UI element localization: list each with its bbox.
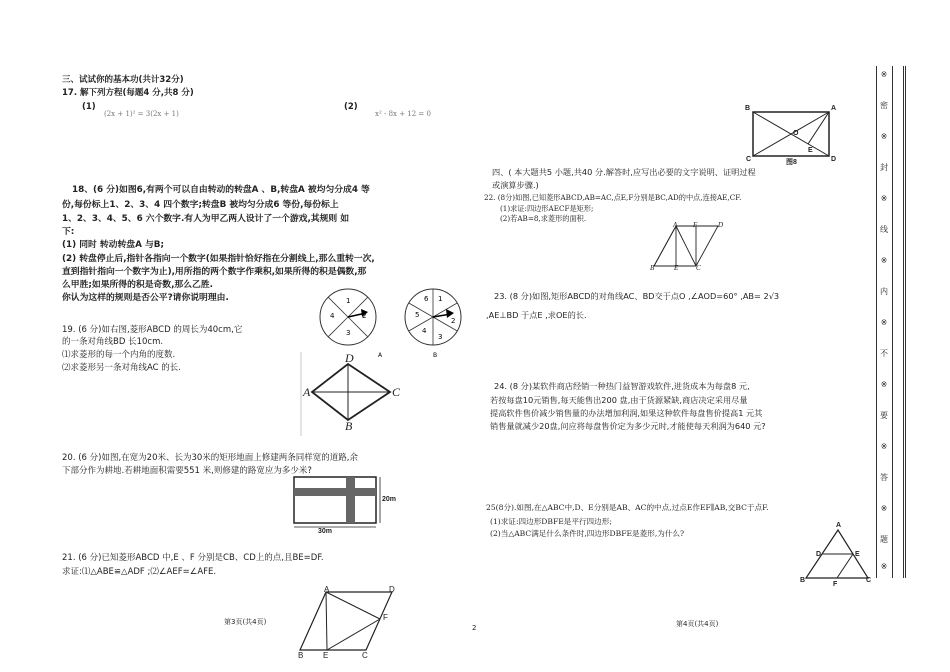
- q24-line1: 24. (8 分)某软件商店经销一种热门益智游戏软件,进货成本为每盘8 元,: [494, 381, 750, 391]
- binding-char: ※: [880, 194, 888, 203]
- spinner-a: [320, 289, 376, 345]
- q20-width-label: 20m: [382, 496, 397, 503]
- q25-point-a: A: [836, 522, 842, 529]
- q25-point-c: C: [866, 577, 872, 584]
- q19-line1: 19. (6 分)如右图,菱形ABCD 的周长为40cm,它: [62, 325, 243, 335]
- binding-char: ※: [880, 132, 888, 141]
- right-page-footer: 第4页(共4页): [676, 620, 719, 628]
- fig8-point-o: O: [793, 130, 799, 137]
- q21-point-e: E: [323, 651, 329, 660]
- q24-line3: 提高软件售价减少销售量的办法增加利润,如果这种软件每盘售价提高1 元其: [490, 408, 763, 418]
- spinner-b: [405, 289, 461, 345]
- q25-line3: (2)当△ABC满足什么条件时,四边形DBFE是菱形,为什么?: [490, 529, 685, 538]
- binding-char: 题: [880, 535, 888, 544]
- q22-point-f: F: [693, 221, 698, 229]
- q19-point-a: A: [303, 385, 311, 399]
- q21-point-a: A: [324, 585, 330, 594]
- q19-point-c: C: [392, 385, 401, 399]
- q21-line1: 21. (6 分)已知菱形ABCD 中,E 、F 分别是CB、CD上的点,且BE=DF.: [62, 553, 324, 563]
- q22-rhombus-figure: [648, 222, 724, 272]
- binding-char: 答: [880, 473, 888, 482]
- q19-line4: ⑵求菱形另一条对角线AC 的长.: [62, 363, 182, 373]
- section4-line2: 或演算步骤.): [492, 180, 539, 190]
- q20-length-label: 30m: [318, 528, 333, 535]
- fig8-point-e: E: [808, 147, 813, 154]
- q21-point-d: D: [389, 585, 395, 594]
- q18-line2: 份,每份标上1、2、3、4 四个数字;转盘B 被均匀分成6 等份,每份标上: [62, 200, 339, 210]
- binding-char: ※: [880, 256, 888, 265]
- q20-line1: 20. (6 分)如图,在宽为20米、长为30米的矩形地面上修建两条同样宽的道路,余: [62, 453, 359, 463]
- binding-char: 内: [880, 287, 888, 296]
- q25-triangle-figure: [800, 526, 872, 584]
- binding-char: ※: [880, 318, 888, 327]
- binding-char: 要: [880, 411, 888, 420]
- spinner-b-num-2: 2: [451, 317, 456, 325]
- q22-line3: (2)若AB=8,求菱形的面积.: [500, 214, 587, 223]
- spinner-a-label: A: [378, 352, 383, 359]
- q19-point-b: B: [345, 419, 353, 433]
- binding-lines: [892, 66, 906, 578]
- fig8-point-d: D: [831, 156, 837, 163]
- left-page-footer: 第3页(共4页): [224, 618, 267, 626]
- q21-point-f: F: [383, 613, 388, 622]
- q25-point-f: F: [833, 581, 838, 588]
- q19-line3: ⑴求菱形的每一个内角的度数.: [62, 350, 176, 360]
- q18-line7: 直到指针指向一个数字为止),用所指的两个数字作乘积,如果所得的积是偶数,那: [62, 267, 367, 277]
- section4-line1: 四、( 本大题共5 小题,共40 分.解答时,应写出必要的文字说明、证明过程: [492, 167, 756, 177]
- q20-line2: 下部分作为耕地.若耕地面积需要551 米,则修建的路宽应为多少米?: [62, 466, 312, 476]
- q22-point-c: C: [696, 264, 701, 272]
- q17-part1-number: (1): [82, 102, 96, 112]
- q18-line4: 下:: [62, 227, 75, 237]
- q25-point-b: B: [800, 577, 806, 584]
- spinner-a-num-4: 4: [330, 312, 335, 320]
- q25-line1: 25(8分).如图,在△ABC中,D、E分别是AB、AC的中点,过点E作EF∥AB,交BC于点F.: [486, 503, 769, 512]
- q22-line2: (1)求证:四边形AECF是矩形;: [500, 204, 594, 213]
- q21-line2: 求证:⑴△ABE≌△ADF ;⑵∠AEF=∠AFE.: [62, 567, 217, 577]
- binding-char: ※: [880, 504, 888, 513]
- binding-char: ※: [880, 562, 888, 571]
- q22-line1: 22. (8分)如图,已知菱形ABCD,AB=AC,点E,F分别是BC,AD的中点,连接AE,CF.: [484, 193, 742, 202]
- q17-part1-equation: (2x + 1)² = 3(2x + 1): [104, 110, 179, 118]
- spinner-a-num-2: 2: [362, 312, 367, 320]
- binding-char: ※: [880, 380, 888, 389]
- fig8-caption: 图8: [786, 159, 797, 166]
- q22-point-d: D: [718, 221, 724, 229]
- q17-title: 17. 解下列方程(每题4 分,共8 分): [62, 88, 194, 98]
- q22-point-a: A: [673, 221, 678, 229]
- q21-point-c: C: [362, 651, 368, 660]
- q21-point-b: B: [298, 651, 304, 660]
- q22-point-b: B: [650, 264, 655, 272]
- q23-line1: 23. (8 分)如图,矩形ABCD的对角线AC、BD交于点O ,∠AOD=60° ,AB= 2√3: [494, 291, 780, 301]
- q17-part2-number: (2): [344, 102, 358, 112]
- q23-line2: ,AE⊥BD 于点E ,求OE的长.: [486, 310, 587, 320]
- section3-title: 三、试试你的基本功(共计32分): [62, 75, 184, 85]
- binding-char: ※: [880, 70, 888, 79]
- q24-line2: 若按每盘10元销售,每天能售出200 盘,由于货源紧缺,商店决定采用尽量: [490, 395, 748, 405]
- q18-line1: 18、(6 分)如图6,有两个可以自由转动的转盘A 、B,转盘A 被均匀分成4 等: [72, 185, 370, 195]
- q24-line4: 销售量就减少20盘,问应将每盘售价定为多少元时,才能使每天利润为640 元?: [490, 421, 766, 431]
- q25-line2: (1)求证:四边形DBFE是平行四边形;: [490, 517, 612, 526]
- spinner-b-label: B: [433, 352, 438, 359]
- q18-line9: 你认为这样的规则是否公平?请你说明理由.: [62, 293, 229, 303]
- q22-point-e: E: [674, 264, 679, 272]
- q19-point-d: D: [345, 351, 354, 365]
- center-page-number: 2: [472, 624, 477, 632]
- spinner-b-num-6: 6: [424, 295, 429, 303]
- spinner-b-num-5: 5: [415, 311, 420, 319]
- q19-line2: 的一条对角线BD 长10cm.: [62, 337, 164, 347]
- q25-point-d: D: [816, 551, 822, 558]
- q18-line3: 1、2、3、4、5、6 六个数字.有人为甲乙两人设计了一个游戏,其规则 如: [62, 214, 350, 224]
- spinner-a-num-3: 3: [346, 329, 351, 337]
- q18-line5: (1) 同时 转动转盘A 与B;: [62, 240, 164, 250]
- binding-char: 不: [880, 349, 888, 358]
- spinner-b-num-1: 1: [438, 295, 443, 303]
- binding-char: ※: [880, 442, 888, 451]
- fig8-point-b: B: [745, 105, 751, 112]
- q18-line8: 么甲胜;如果所得的积是奇数,那么乙胜.: [62, 280, 213, 290]
- q25-point-e: E: [855, 551, 860, 558]
- spinner-b-num-3: 3: [438, 333, 443, 341]
- fig8-point-c: C: [746, 156, 752, 163]
- binding-char: 密: [880, 101, 888, 110]
- rectangle-figure-8: [750, 110, 832, 162]
- binding-char: 封: [880, 163, 888, 172]
- binding-char: 线: [880, 225, 888, 234]
- fig8-point-a: A: [831, 105, 837, 112]
- q18-line6: (2) 转盘停止后,指针各指向一个数字(如果指针恰好指在分割线上,那么重转一次,: [62, 254, 375, 264]
- spinners-figure: [318, 287, 478, 359]
- q17-part2-equation: x² - 8x + 12 = 0: [375, 110, 431, 118]
- spinner-b-num-4: 4: [422, 327, 427, 335]
- spinner-a-num-1: 1: [346, 297, 351, 305]
